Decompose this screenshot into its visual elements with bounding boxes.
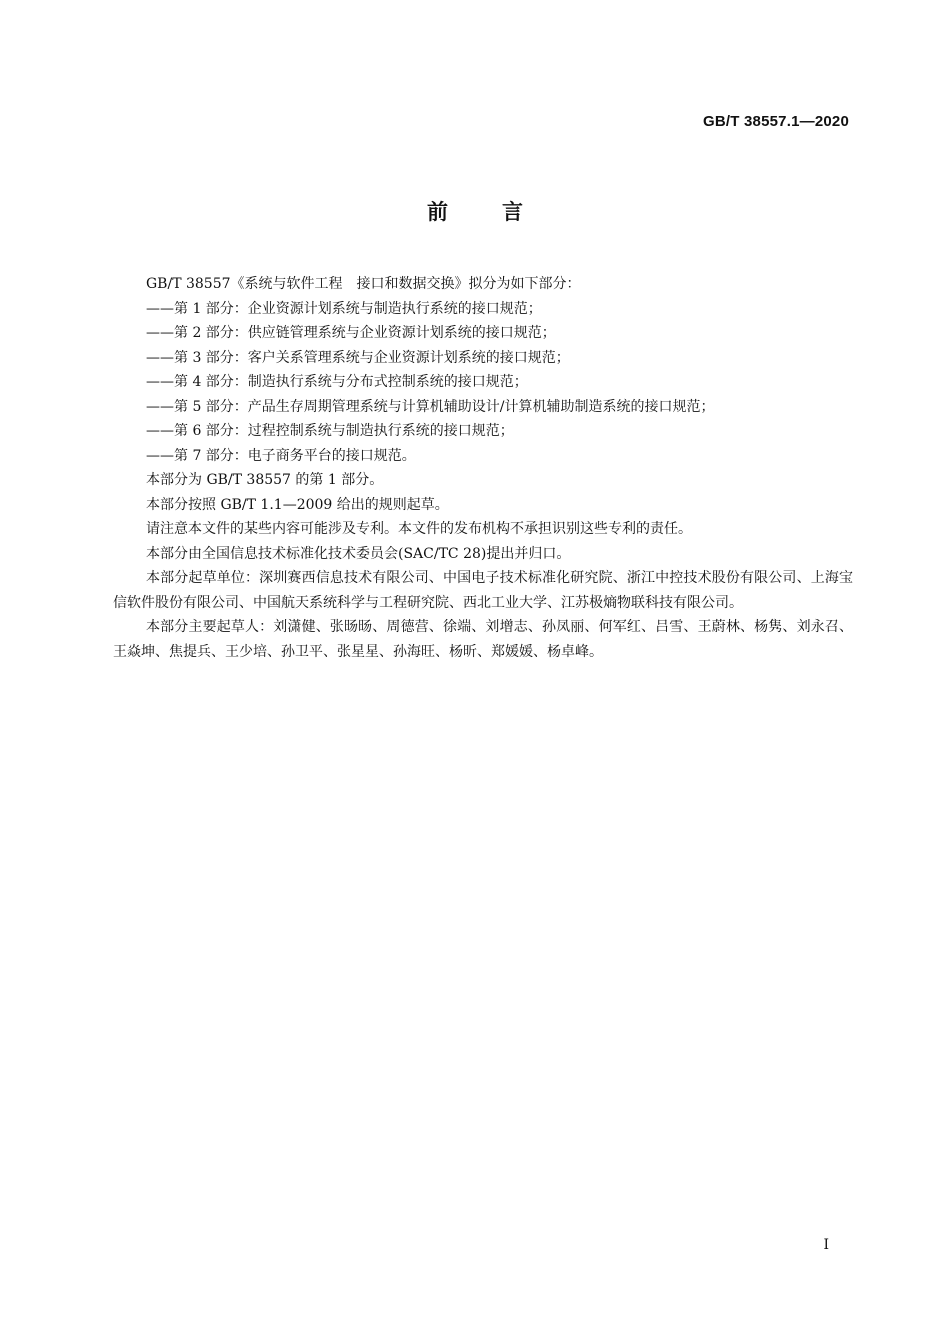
- part-list-item: ——第 5 部分：产品生存周期管理系统与计算机辅助设计/计算机辅助制造系统的接口规范；: [146, 398, 715, 415]
- title-char-1: 前: [427, 200, 448, 224]
- drafting-rules-statement: 本部分按照 GB/T 1.1—2009 给出的规则起草。: [146, 496, 449, 513]
- this-part-statement: 本部分为 GB/T 38557 的第 1 部分。: [146, 472, 384, 488]
- part-list-item: ——第 6 部分：过程控制系统与制造执行系统的接口规范；: [146, 423, 514, 439]
- part-list-item: ——第 4 部分：制造执行系统与分布式控制系统的接口规范；: [146, 374, 528, 390]
- proposed-by-statement: 本部分由全国信息技术标准化技术委员会(SAC/TC 28)提出并归口。: [146, 545, 571, 562]
- page-number: I: [823, 1237, 829, 1253]
- part-list-item: ——第 7 部分：电子商务平台的接口规范。: [146, 447, 416, 464]
- page-title: [0, 196, 950, 226]
- intro-paragraph: GB/T 38557《系统与软件工程 接口和数据交换》拟分为如下部分：: [146, 276, 581, 292]
- part-list-item: ——第 1 部分：企业资源计划系统与制造执行系统的接口规范；: [146, 300, 542, 317]
- part-list-item: ——第 2 部分：供应链管理系统与企业资源计划系统的接口规范；: [146, 325, 556, 341]
- patent-notice: 请注意本文件的某些内容可能涉及专利。本文件的发布机构不承担识别这些专利的责任。: [146, 521, 692, 537]
- drafters-paragraph: 本部分主要起草人：刘潇健、张旸旸、周德营、徐端、刘增志、孙凤丽、何军红、吕雪、王蔚林、杨隽、刘永召、王焱坤、焦提兵、王少培、孙卫平、张星星、孙海旺、杨昕、郑媛媛、杨卓峰。: [113, 619, 853, 660]
- foreword-body: [113, 272, 853, 664]
- title-char-2: 言: [502, 200, 523, 224]
- standard-number: GB/T 38557.1—2020: [703, 113, 849, 130]
- drafting-units-paragraph: 本部分起草单位：深圳赛西信息技术有限公司、中国电子技术标准化研究院、浙江中控技术股份有限公司、上海宝信软件股份有限公司、中国航天系统科学与工程研究院、西北工业大学、江苏极熵物联科技有限公司。: [113, 570, 853, 611]
- part-list-item: ——第 3 部分：客户关系管理系统与企业资源计划系统的接口规范；: [146, 349, 570, 366]
